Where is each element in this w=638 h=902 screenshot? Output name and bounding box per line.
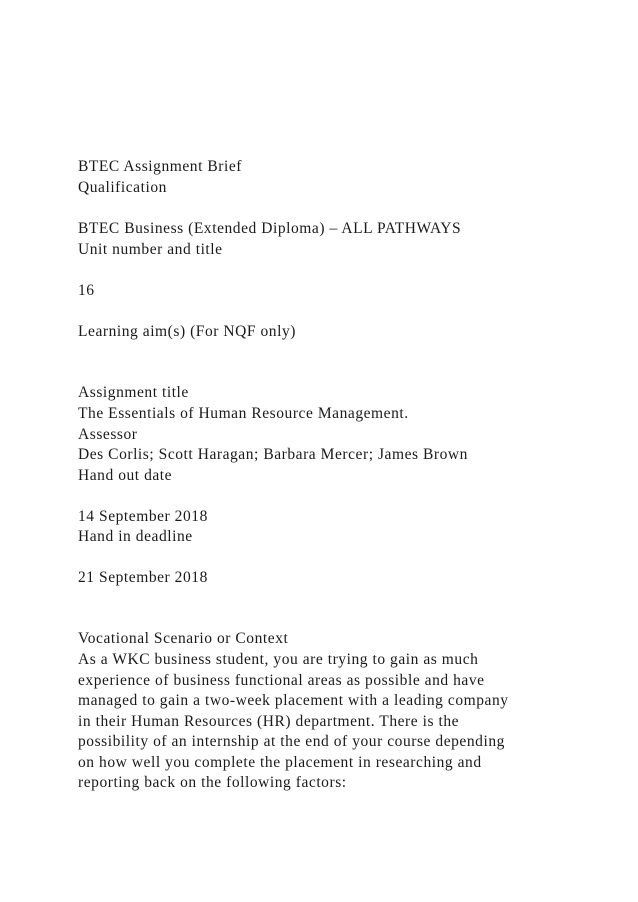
scenario-line: reporting back on the following factors:	[78, 774, 347, 791]
scenario-line: managed to gain a two-week placement with a leading company	[78, 692, 509, 709]
hand-in-value: 21 September 2018	[78, 569, 208, 586]
scenario-line: in their Human Resources (HR) department. There is the	[78, 713, 460, 730]
hand-in-label: Hand in deadline	[78, 528, 193, 545]
assignment-title-label: Assignment title	[78, 384, 189, 401]
hand-out-label: Hand out date	[78, 467, 173, 484]
assignment-title-value: The Essentials of Human Resource Management.	[78, 405, 409, 422]
scenario-line: on how well you complete the placement in researching and	[78, 754, 482, 771]
unit-value: 16	[78, 282, 95, 299]
scenario-line: experience of business functional areas as possible and have	[78, 672, 485, 689]
scenario-line: possibility of an internship at the end of your course depending	[78, 733, 505, 750]
unit-label: Unit number and title	[78, 241, 223, 258]
learning-aims-label: Learning aim(s) (For NQF only)	[78, 323, 296, 340]
assessor-label: Assessor	[78, 426, 138, 443]
qualification-label: Qualification	[78, 179, 167, 196]
brief-heading: BTEC Assignment Brief	[78, 158, 242, 175]
hand-out-value: 14 September 2018	[78, 508, 208, 525]
scenario-label: Vocational Scenario or Context	[78, 630, 289, 647]
scenario-line: As a WKC business student, you are trying to gain as much	[78, 651, 479, 668]
assessor-value: Des Corlis; Scott Haragan; Barbara Mercer; James Brown	[78, 446, 468, 463]
qualification-value: BTEC Business (Extended Diploma) – ALL PATHWAYS	[78, 220, 462, 237]
